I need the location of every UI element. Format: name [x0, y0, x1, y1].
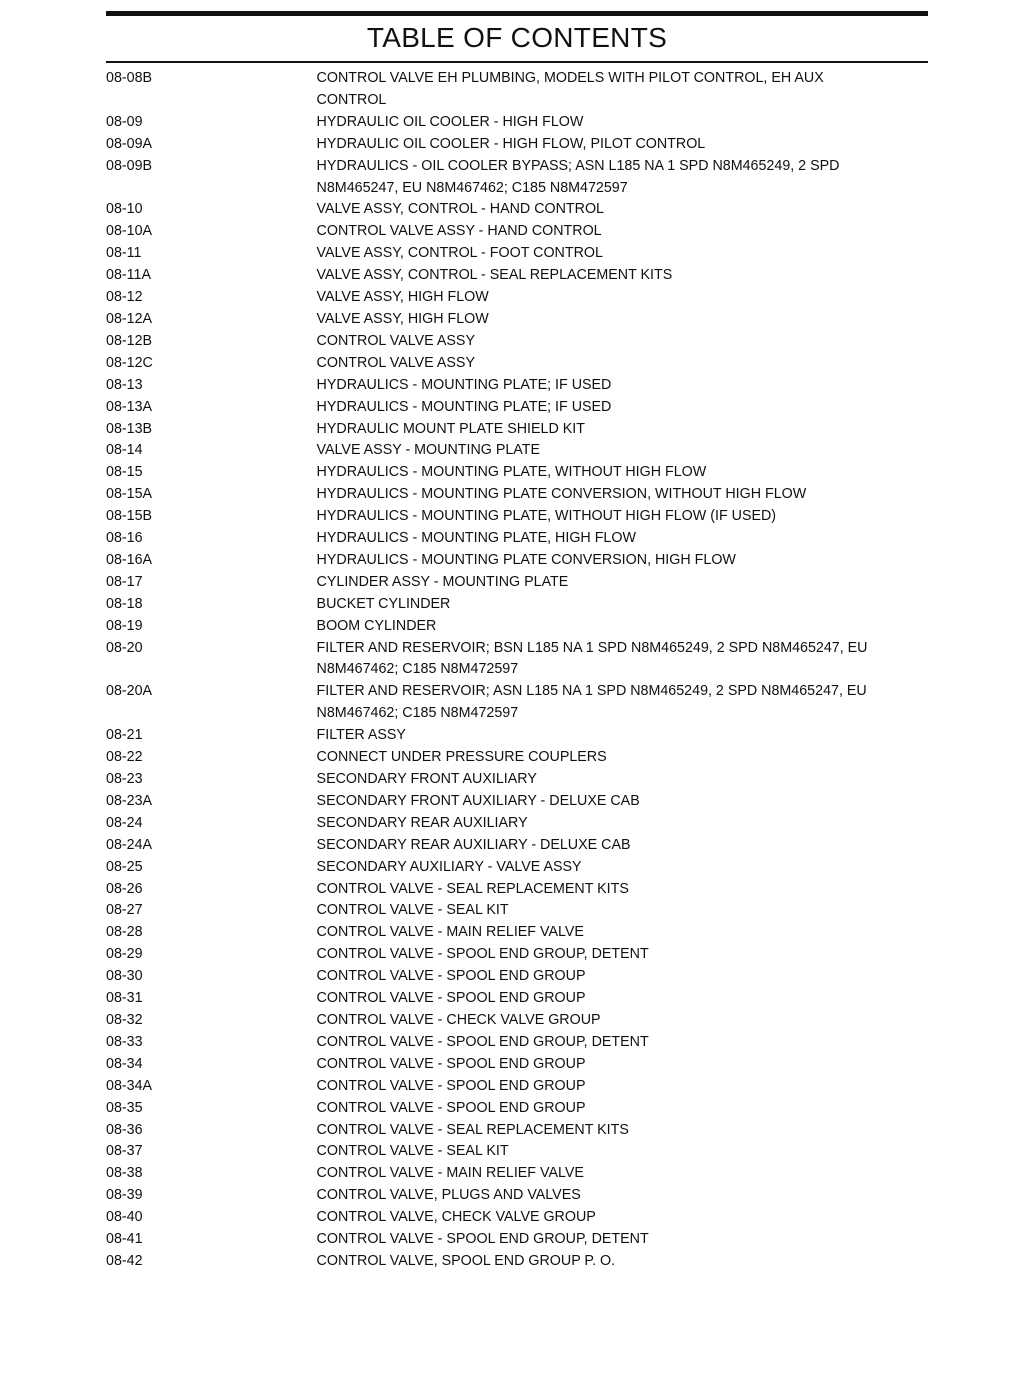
toc-entry-code: 08-09	[106, 112, 143, 130]
toc-entry[interactable]	[106, 878, 879, 900]
toc-entry-code: 08-25	[106, 857, 143, 875]
toc-entry-title: CONTROL VALVE EH PLUMBING, MODELS WITH PILOT CONTROL, EH AUX CONTROL	[316, 69, 824, 108]
toc-entry-title: CONTROL VALVE - SEAL REPLACEMENT KITS	[316, 879, 629, 897]
toc-entry-title: CONTROL VALVE - SPOOL END GROUP, DETENT	[316, 1032, 649, 1050]
toc-entry-title: BUCKET CYLINDER	[316, 594, 451, 612]
toc-entry-title: HYDRAULICS - MOUNTING PLATE CONVERSION, HIGH FLOW	[316, 550, 736, 568]
toc-entry-title: HYDRAULIC OIL COOLER - HIGH FLOW, PILOT CONTROL	[316, 134, 706, 152]
toc-entry[interactable]	[106, 746, 879, 768]
toc-entry-title: HYDRAULIC OIL COOLER - HIGH FLOW	[316, 112, 584, 130]
toc-entry[interactable]	[106, 790, 879, 812]
toc-entry-code: 08-17	[106, 572, 143, 590]
toc-entry[interactable]	[106, 1009, 879, 1031]
toc-entry[interactable]	[106, 637, 879, 681]
toc-entry-code: 08-13A	[106, 397, 153, 415]
toc-entry-code: 08-14	[106, 441, 143, 459]
toc-entry-code: 08-32	[106, 1010, 143, 1028]
toc-entry-title: SECONDARY REAR AUXILIARY	[316, 813, 528, 831]
toc-entry-code: 08-36	[106, 1120, 143, 1138]
toc-entry[interactable]	[106, 439, 879, 461]
toc-entry-code: 08-24	[106, 813, 143, 831]
toc-entry[interactable]	[106, 264, 879, 286]
toc-entry-code: 08-13B	[106, 419, 153, 437]
toc-entry[interactable]	[106, 286, 879, 308]
toc-entry-code: 08-34	[106, 1054, 143, 1072]
toc-entry-code: 08-16A	[106, 550, 153, 568]
toc-entry-code: 08-33	[106, 1032, 143, 1050]
toc-entry[interactable]	[106, 1075, 879, 1097]
toc-entry[interactable]	[106, 1097, 879, 1119]
toc-entry-title: HYDRAULICS - OIL COOLER BYPASS; ASN L185 NA 1 SPD N8M465249, 2 SPD N8M465247, EU N8M467462; C185 N8M472597	[316, 156, 840, 196]
toc-entry-title: CONTROL VALVE - SPOOL END GROUP, DETENT	[316, 945, 649, 963]
toc-entry[interactable]	[106, 352, 879, 374]
toc-entry-code: 08-21	[106, 726, 143, 744]
toc-entry-code: 08-13	[106, 375, 143, 393]
toc-entry-code: 08-11A	[106, 266, 151, 284]
toc-entry-code: 08-20	[106, 638, 143, 656]
toc-entry-title: HYDRAULICS - MOUNTING PLATE; IF USED	[316, 375, 612, 393]
toc-entry-code: 08-16	[106, 529, 143, 547]
toc-entry-title: HYDRAULICS - MOUNTING PLATE; IF USED	[316, 397, 612, 415]
toc-list	[106, 67, 928, 1272]
toc-entry-code: 08-31	[106, 989, 143, 1007]
toc-entry[interactable]	[106, 242, 879, 264]
toc-entry-code: 08-42	[106, 1251, 143, 1269]
toc-entry-code: 08-19	[106, 616, 143, 634]
toc-entry-title: CONTROL VALVE ASSY	[316, 331, 475, 349]
toc-entry-code: 08-12B	[106, 331, 153, 349]
toc-entry[interactable]	[106, 461, 879, 483]
toc-entry[interactable]	[106, 680, 879, 724]
toc-entry-code: 08-10	[106, 200, 143, 218]
toc-entry-code: 08-15	[106, 463, 143, 481]
toc-entry[interactable]	[106, 834, 879, 856]
toc-entry[interactable]	[106, 856, 879, 878]
toc-entry-code: 08-15B	[106, 507, 153, 525]
toc-entry[interactable]	[106, 418, 879, 440]
toc-entry-code: 08-22	[106, 748, 143, 766]
toc-entry-title: CONTROL VALVE - SPOOL END GROUP	[316, 1054, 586, 1072]
toc-entry[interactable]	[106, 615, 879, 637]
toc-entry-code: 08-24A	[106, 835, 153, 853]
toc-entry[interactable]	[106, 1053, 879, 1075]
toc-entry-title: HYDRAULICS - MOUNTING PLATE, WITHOUT HIGH FLOW	[316, 463, 707, 481]
toc-entry[interactable]	[106, 67, 879, 111]
toc-entry[interactable]	[106, 220, 879, 242]
toc-entry[interactable]	[106, 812, 879, 834]
toc-entry-code: 08-40	[106, 1208, 143, 1226]
toc-entry-code: 08-18	[106, 594, 143, 612]
toc-entry[interactable]	[106, 987, 879, 1009]
toc-entry-title: CONTROL VALVE - SPOOL END GROUP	[316, 967, 586, 985]
toc-entry-title: SECONDARY FRONT AUXILIARY	[316, 770, 537, 787]
toc-entry-title: CONTROL VALVE - SPOOL END GROUP	[316, 1076, 586, 1094]
toc-entry-code: 08-37	[106, 1142, 143, 1160]
toc-entry-title: SECONDARY FRONT AUXILIARY - DELUXE CAB	[316, 791, 640, 809]
toc-entry-code: 08-27	[106, 901, 143, 919]
toc-entry-title: SECONDARY REAR AUXILIARY - DELUXE CAB	[316, 835, 631, 853]
toc-entry-code: 08-29	[106, 945, 143, 963]
toc-entry-code: 08-30	[106, 967, 143, 985]
toc-entry[interactable]	[106, 396, 879, 418]
toc-entry-code: 08-12	[106, 288, 143, 306]
toc-entry[interactable]	[106, 965, 879, 987]
toc-entry-code: 08-12C	[106, 353, 153, 371]
toc-entry-title: CYLINDER ASSY - MOUNTING PLATE	[316, 572, 569, 590]
toc-entry[interactable]	[106, 308, 879, 330]
toc-entry[interactable]	[106, 571, 879, 593]
toc-entry-title: VALVE ASSY, CONTROL - FOOT CONTROL	[316, 244, 603, 262]
toc-entry-title: VALVE ASSY, CONTROL - SEAL REPLACEMENT KITS	[316, 266, 673, 284]
toc-entry-code: 08-26	[106, 879, 143, 897]
toc-entry[interactable]	[106, 768, 879, 790]
toc-entry[interactable]	[106, 899, 879, 921]
toc-entry[interactable]	[106, 1162, 879, 1184]
toc-entry-title: CONTROL VALVE, SPOOL END GROUP P. O.	[316, 1251, 616, 1269]
toc-entry[interactable]	[106, 1119, 879, 1141]
toc-entry-title: CONNECT UNDER PRESSURE COUPLERS	[316, 748, 607, 766]
toc-entry[interactable]	[106, 593, 879, 615]
toc-entry[interactable]	[106, 1031, 879, 1053]
toc-entry[interactable]	[106, 1206, 879, 1228]
toc-entry[interactable]	[106, 111, 879, 133]
toc-entry-code: 08-28	[106, 923, 143, 941]
toc-entry-code: 08-10A	[106, 222, 153, 240]
toc-entry-title: CONTROL VALVE, CHECK VALVE GROUP	[316, 1208, 596, 1226]
toc-entry-title: CONTROL VALVE - MAIN RELIEF VALVE	[316, 1164, 584, 1182]
toc-entry[interactable]	[106, 198, 879, 220]
toc-entry-title: CONTROL VALVE - SPOOL END GROUP	[316, 1098, 586, 1116]
toc-entry-title: CONTROL VALVE - SEAL KIT	[316, 1142, 509, 1160]
toc-entry-title: VALVE ASSY - MOUNTING PLATE	[316, 441, 541, 459]
title-rule	[106, 61, 928, 63]
toc-entry[interactable]	[106, 724, 879, 746]
toc-entry-code: 08-12A	[106, 309, 153, 327]
toc-entry-title: HYDRAULIC MOUNT PLATE SHIELD KIT	[316, 419, 585, 437]
toc-entry-code: 08-23	[106, 770, 143, 787]
toc-entry-title: FILTER AND RESERVOIR; ASN L185 NA 1 SPD N8M465249, 2 SPD N8M465247, EU N8M467462; C185 N8M472597	[316, 682, 867, 722]
toc-entry[interactable]	[106, 1140, 879, 1162]
toc-entry-title: FILTER AND RESERVOIR; BSN L185 NA 1 SPD N8M465249, 2 SPD N8M465247, EU N8M467462; C185 N8M472597	[316, 638, 868, 678]
toc-entry-code: 08-35	[106, 1098, 143, 1116]
toc-entry-title: VALVE ASSY, HIGH FLOW	[316, 288, 489, 306]
toc-entry-title: CONTROL VALVE - MAIN RELIEF VALVE	[316, 923, 584, 941]
toc-entry-code: 08-34A	[106, 1076, 153, 1094]
toc-entry-title: HYDRAULICS - MOUNTING PLATE CONVERSION, WITHOUT HIGH FLOW	[316, 485, 807, 503]
toc-entry-code: 08-11	[106, 244, 142, 262]
toc-entry-title: VALVE ASSY, CONTROL - HAND CONTROL	[316, 200, 605, 218]
toc-entry-title: VALVE ASSY, HIGH FLOW	[316, 309, 489, 327]
toc-entry[interactable]	[106, 549, 879, 571]
toc-entry[interactable]	[106, 943, 879, 965]
toc-entry-title: CONTROL VALVE ASSY	[316, 353, 475, 371]
toc-entry-code: 08-41	[106, 1230, 143, 1248]
toc-entry[interactable]	[106, 374, 879, 396]
toc-entry[interactable]	[106, 133, 879, 155]
toc-entry-title: CONTROL VALVE - SPOOL END GROUP, DETENT	[316, 1230, 649, 1248]
toc-entry[interactable]	[106, 921, 879, 943]
toc-entry-title: CONTROL VALVE - CHECK VALVE GROUP	[316, 1010, 601, 1028]
toc-entry-title: CONTROL VALVE - SEAL REPLACEMENT KITS	[316, 1120, 629, 1138]
toc-entry[interactable]	[106, 155, 879, 199]
toc-entry-code: 08-15A	[106, 485, 153, 503]
page-title: TABLE OF CONTENTS	[366, 22, 668, 53]
toc-entry-title: CONTROL VALVE, PLUGS AND VALVES	[316, 1186, 581, 1204]
toc-entry[interactable]	[106, 527, 879, 549]
toc-entry[interactable]	[106, 1228, 879, 1250]
top-rule	[106, 11, 928, 16]
toc-entry[interactable]	[106, 483, 879, 505]
toc-entry-code: 08-39	[106, 1186, 143, 1204]
toc-entry-title: SECONDARY AUXILIARY - VALVE ASSY	[316, 857, 582, 875]
toc-entry[interactable]	[106, 1250, 879, 1272]
toc-entry-code: 08-23A	[106, 791, 153, 809]
toc-entry-title: CONTROL VALVE - SEAL KIT	[316, 901, 509, 919]
toc-entry[interactable]	[106, 330, 879, 352]
toc-entry-title: CONTROL VALVE ASSY - HAND CONTROL	[316, 222, 602, 240]
toc-entry[interactable]	[106, 505, 879, 527]
toc-entry-code: 08-08B	[106, 69, 153, 86]
toc-entry-code: 08-20A	[106, 682, 153, 700]
toc-entry-title: CONTROL VALVE - SPOOL END GROUP	[316, 989, 586, 1007]
toc-entry[interactable]	[106, 1184, 879, 1206]
toc-entry-code: 08-09A	[106, 134, 153, 152]
toc-entry-title: HYDRAULICS - MOUNTING PLATE, WITHOUT HIGH FLOW (IF USED)	[316, 507, 777, 525]
toc-entry-title: HYDRAULICS - MOUNTING PLATE, HIGH FLOW	[316, 529, 636, 547]
toc-entry-title: FILTER ASSY	[316, 726, 406, 744]
toc-entry-title: BOOM CYLINDER	[316, 616, 437, 634]
toc-entry-code: 08-09B	[106, 156, 153, 174]
toc-entry-code: 08-38	[106, 1164, 143, 1182]
